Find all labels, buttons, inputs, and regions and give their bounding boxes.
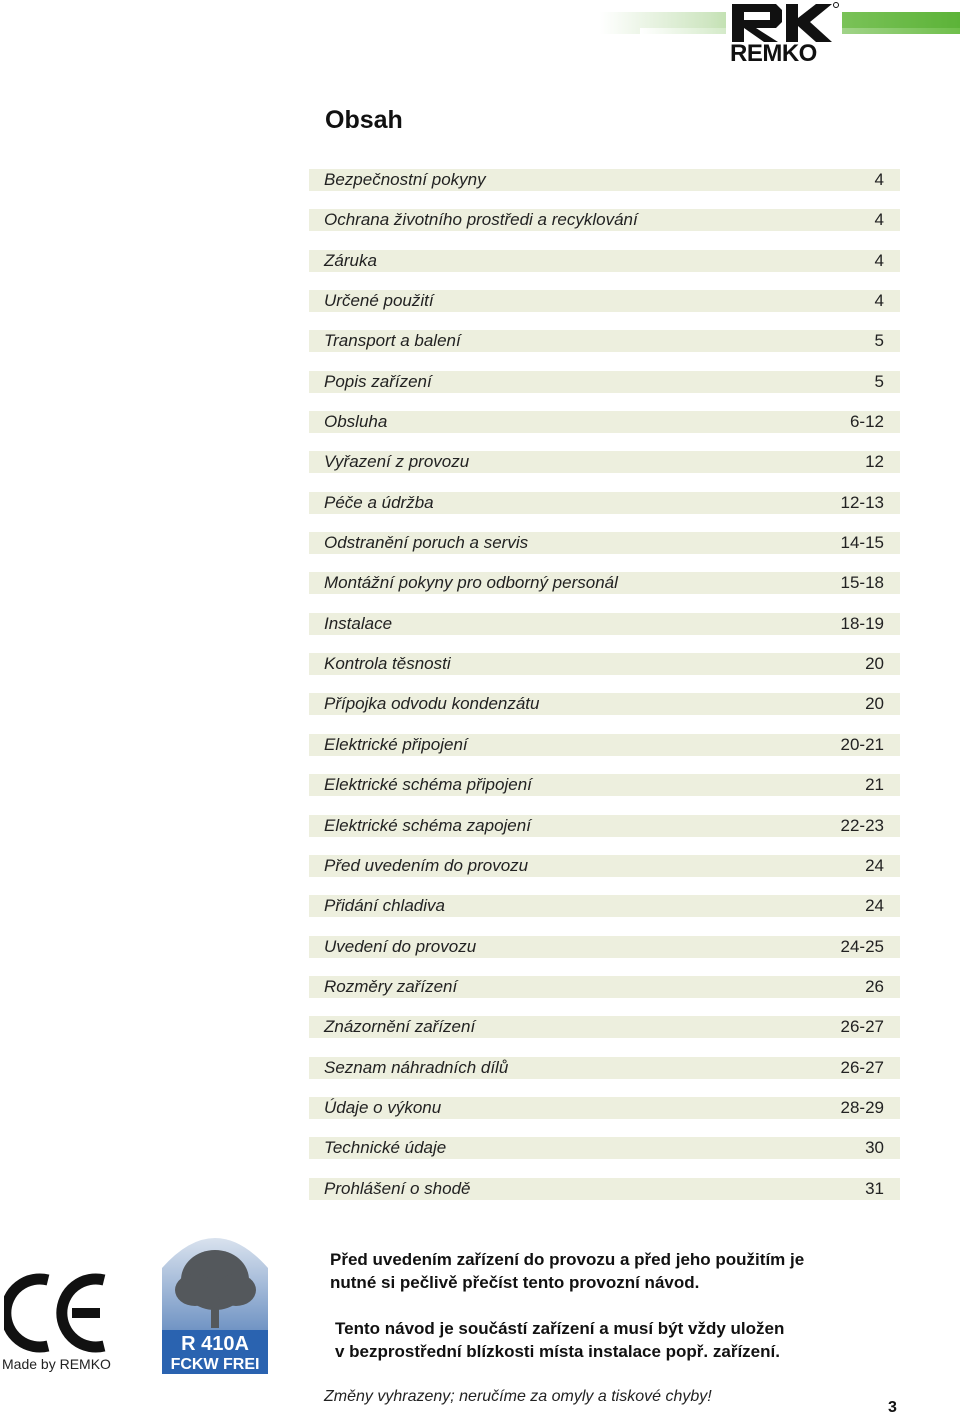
toc-row[interactable] xyxy=(309,532,900,554)
page-title: Obsah xyxy=(325,106,403,134)
toc-entry-title: Instalace xyxy=(324,613,393,633)
toc-entry-title: Rozměry zařízení xyxy=(324,976,458,996)
toc-entry-title: Ochrana životního prostředi a recyklování xyxy=(324,210,638,230)
toc-row[interactable] xyxy=(309,330,900,352)
toc-entry-page: 14-15 xyxy=(840,533,884,553)
fckw-frei-label: FCKW FREI xyxy=(170,1356,260,1373)
toc-entry-title: Přidání chladiva xyxy=(324,896,445,916)
toc-row[interactable] xyxy=(309,1137,900,1159)
reading-notice xyxy=(330,1248,804,1294)
toc-entry-page: 26-27 xyxy=(840,1017,884,1037)
page-number: 3 xyxy=(888,1399,897,1416)
toc-row[interactable] xyxy=(309,492,900,514)
toc-row[interactable] xyxy=(309,855,900,877)
toc-entry-page: 21 xyxy=(865,775,884,795)
toc-row[interactable] xyxy=(309,1097,900,1119)
toc-entry-page: 4 xyxy=(874,170,884,189)
toc-entry-title: Transport a balení xyxy=(324,331,461,351)
toc-entry-title: Určené použití xyxy=(324,291,434,311)
toc-row[interactable] xyxy=(309,936,900,958)
toc-entry-page: 26 xyxy=(865,976,884,996)
toc-row[interactable] xyxy=(309,895,900,917)
toc-entry-page: 18-19 xyxy=(840,613,884,633)
toc-row[interactable] xyxy=(309,572,900,594)
toc-entry-title: Elektrické schéma zapojení xyxy=(324,815,531,835)
toc-row[interactable] xyxy=(309,693,900,715)
r410-label: R 410A xyxy=(181,1333,249,1355)
toc-row[interactable] xyxy=(309,613,900,635)
storage-notice-line1: Tento návod je součástí zařízení a musí být vždy uložen xyxy=(335,1319,785,1338)
reading-notice-line1: Před uvedením zařízení do provozu a před jeho použitím je xyxy=(330,1250,805,1269)
toc-entry-page: 15-18 xyxy=(840,573,884,593)
storage-notice-line2: v bezprostřední blízkosti místa instalace popř. zařízení. xyxy=(335,1342,780,1361)
toc-entry-title: Seznam náhradních dílů xyxy=(324,1057,509,1077)
toc-entry-page: 12-13 xyxy=(840,492,884,512)
toc-row[interactable] xyxy=(309,976,900,998)
toc-entry-title: Kontrola těsnosti xyxy=(324,654,451,674)
ce-mark-icon xyxy=(4,1272,112,1354)
toc-entry-title: Popis zařízení xyxy=(324,371,432,391)
toc-entry-page: 28-29 xyxy=(840,1097,884,1117)
toc-row[interactable] xyxy=(309,774,900,796)
toc-entry-title: Prohlášení o shodě xyxy=(324,1178,471,1198)
toc-entry-title: Bezpečnostní pokyny xyxy=(324,170,486,189)
toc-row[interactable] xyxy=(309,411,900,433)
toc-entry-page: 20 xyxy=(865,654,884,674)
toc-entry-page: 20-21 xyxy=(840,734,884,754)
toc-row[interactable] xyxy=(309,815,900,837)
toc-entry-page: 6-12 xyxy=(849,412,884,432)
storage-notice xyxy=(335,1317,784,1363)
toc-entry-title: Přípojka odvodu kondenzátu xyxy=(324,694,540,714)
toc-entry-title: Záruka xyxy=(324,250,377,270)
toc-row[interactable] xyxy=(309,1016,900,1038)
toc-entry-title: Údaje o výkonu xyxy=(324,1097,442,1117)
toc-entry-page: 30 xyxy=(865,1138,884,1158)
toc-row[interactable] xyxy=(309,250,900,272)
logo-wordmark: REMKO xyxy=(730,40,817,67)
toc-entry-page: 24-25 xyxy=(840,936,884,956)
toc-entry-title: Elektrické schéma připojení xyxy=(324,775,532,795)
toc-entry-page: 26-27 xyxy=(840,1057,884,1077)
toc-entry-page: 22-23 xyxy=(840,815,884,835)
toc-entry-page: 24 xyxy=(865,855,884,875)
table-of-contents xyxy=(309,169,900,1218)
toc-row[interactable] xyxy=(309,734,900,756)
toc-entry-page: 4 xyxy=(874,210,884,230)
toc-row[interactable] xyxy=(309,1057,900,1079)
toc-entry-page: 5 xyxy=(874,371,884,391)
toc-entry-title: Vyřazení z provozu xyxy=(324,452,470,472)
toc-row[interactable] xyxy=(309,653,900,675)
reading-notice-line2: nutné si pečlivě přečíst tento provozní návod. xyxy=(330,1273,700,1292)
disclaimer: Změny vyhrazeny; neručíme za omyly a tiskové chyby! xyxy=(324,1388,712,1405)
toc-row[interactable] xyxy=(309,371,900,393)
toc-row[interactable] xyxy=(309,209,900,231)
toc-row[interactable] xyxy=(309,290,900,312)
r410a-badge xyxy=(160,1228,270,1374)
made-by-label: Made by REMKO xyxy=(2,1356,111,1372)
toc-entry-page: 24 xyxy=(865,896,884,916)
toc-entry-title: Odstranění poruch a servis xyxy=(324,533,529,553)
toc-entry-title: Před uvedením do provozu xyxy=(324,855,529,875)
remko-logo xyxy=(726,0,842,72)
toc-entry-title: Elektrické připojení xyxy=(324,734,468,754)
toc-row[interactable] xyxy=(309,169,900,191)
toc-entry-title: Péče a údržba xyxy=(324,492,434,512)
toc-entry-title: Montážní pokyny pro odborný personál xyxy=(324,573,618,593)
toc-entry-page: 31 xyxy=(865,1178,884,1198)
toc-entry-page: 20 xyxy=(865,694,884,714)
toc-row[interactable] xyxy=(309,451,900,473)
toc-row[interactable] xyxy=(309,1178,900,1200)
toc-entry-title: Technické údaje xyxy=(324,1138,447,1158)
toc-entry-title: Znázornění zařízení xyxy=(324,1017,476,1037)
toc-entry-title: Uvedení do provozu xyxy=(324,936,477,956)
toc-entry-page: 5 xyxy=(874,331,884,351)
toc-entry-page: 4 xyxy=(874,250,884,270)
toc-entry-page: 12 xyxy=(865,452,884,472)
toc-entry-page: 4 xyxy=(874,291,884,311)
toc-entry-title: Obsluha xyxy=(324,412,388,432)
